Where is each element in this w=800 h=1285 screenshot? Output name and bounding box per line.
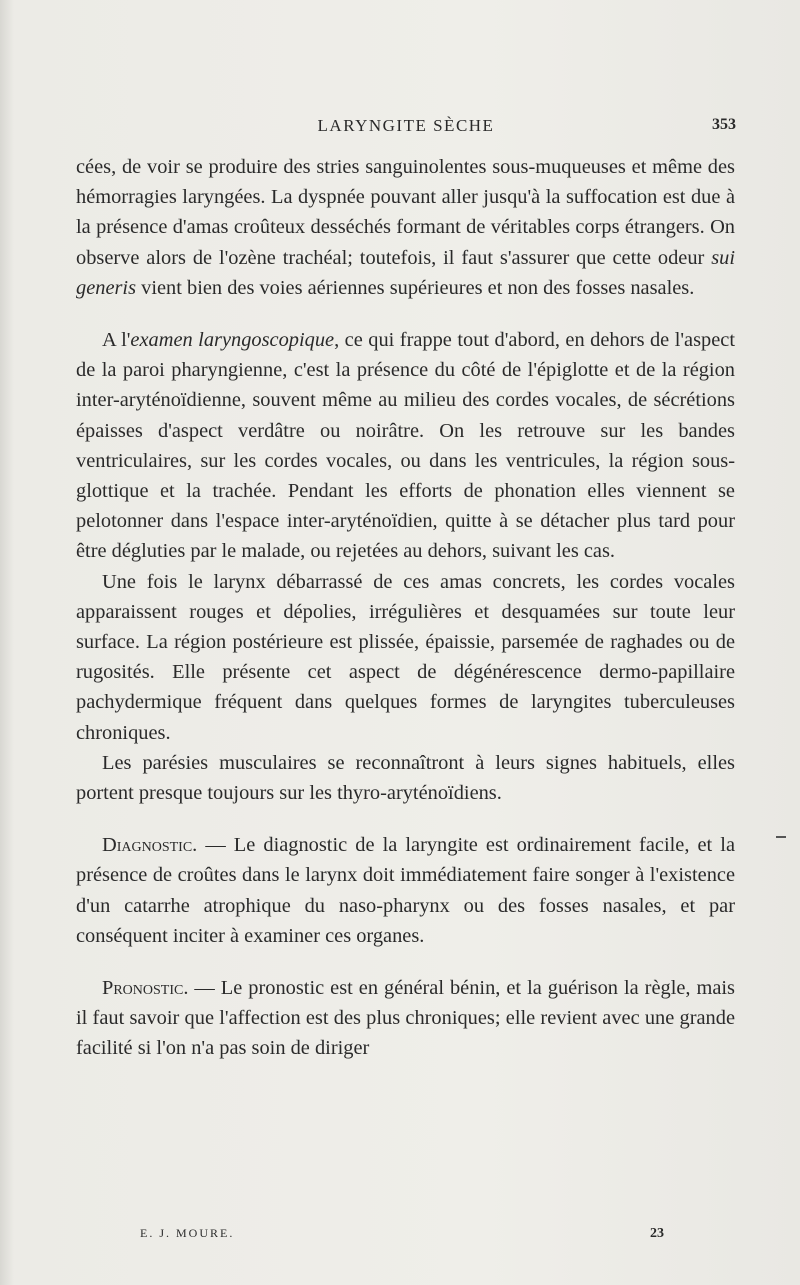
sheet-number: 23 [650,1226,664,1241]
running-title: LARYNGITE SÈCHE [317,116,495,135]
paragraph-1-text: cées, de voir se produire des stries sanguinolentes sous-muqueuses et même des hémorragies laryngées. La dyspnée pouvant aller jusqu'à la suffocation est due à la présence d'amas croûteux desséchés formant de véritables corps étrangers. On observe alors de l'ozène trachéal; toutefois, il faut s'assurer que cette odeur [76,156,735,269]
italic-term: examen laryngoscopique [130,329,335,352]
paragraph-2-text: , ce qui frappe tout d'abord, en dehors de l'aspect de la paroi pharyngienne, c'est la présence du côté de l'épiglotte et de la région inter-aryténoïdienne, souvent même au milieu des cordes vocales, de sécrétions épaisses d'aspect verdâtre ou noirâtre. On les retrouve sur les bandes ventriculaires, sur les cordes vocales, ou dans les ventricules, la région sous-glottique et la trachée. Pendant les efforts de phonation elles viennent se pelotonner dans l'espace inter-aryténoïdien, quitte à se détacher plus tard pour être dégluties par le malade, ou rejetées au dehors, suivant les cas. [76,329,735,563]
page-footer [140,1226,664,1246]
paragraph-prognostic-text: — Le pronostic est en général bénin, et la guérison la règle, mais il faut savoir que l'affection est des plus chroniques; elle revient avec une grande facilité si l'on n'a pas soin de diriger [76,977,735,1060]
body-text [76,152,735,1064]
latin-phrase: sui generis [76,246,735,299]
section-label-prognostic: Pronostic. [102,977,189,1000]
paragraph-paresis: Les parésies musculaires se reconnaîtront à leurs signes habituels, elles portent presque toujours sur les thyro-aryténoïdiens. [76,751,735,805]
paragraph-vocal-cords: Une fois le larynx débarrassé de ces amas concrets, les cordes vocales apparaissent rouges et dépolies, irrégulières et desquamées sur toute leur surface. La région postérieure est plissée, épaissie, parsemée de raghades ou de rugosités. Elle présente cet aspect de dégénérescence dermo-papillaire pachydermique fréquent dans quelques formes de laryngites tuberculeuses chroniques. [76,570,735,744]
printer-signature: E. J. MOURE. [140,1226,235,1240]
paragraph-diagnostic-text: — Le diagnostic de la laryngite est ordinairement facile, et la présence de croûtes dans le larynx doit immédiatement faire songer à l'existence d'un catarrhe atrophique du naso-pharynx ou des fosses nasales, et par conséquent inciter à examiner ces organes. [76,834,735,947]
section-label-diagnostic: Diagnostic. [102,834,198,857]
paragraph-1-end: vient bien des voies aériennes supérieures et non des fosses nasales. [136,276,695,299]
paragraph-2-start: A l' [102,329,131,352]
paragraph-diagnostic [76,830,735,951]
margin-mark [776,836,786,838]
page-header [76,116,736,140]
page-number: 353 [712,116,736,133]
paragraph-laryngoscopic-exam [76,325,735,567]
paragraph-prognostic [76,973,735,1064]
paragraph-continued [76,152,735,303]
